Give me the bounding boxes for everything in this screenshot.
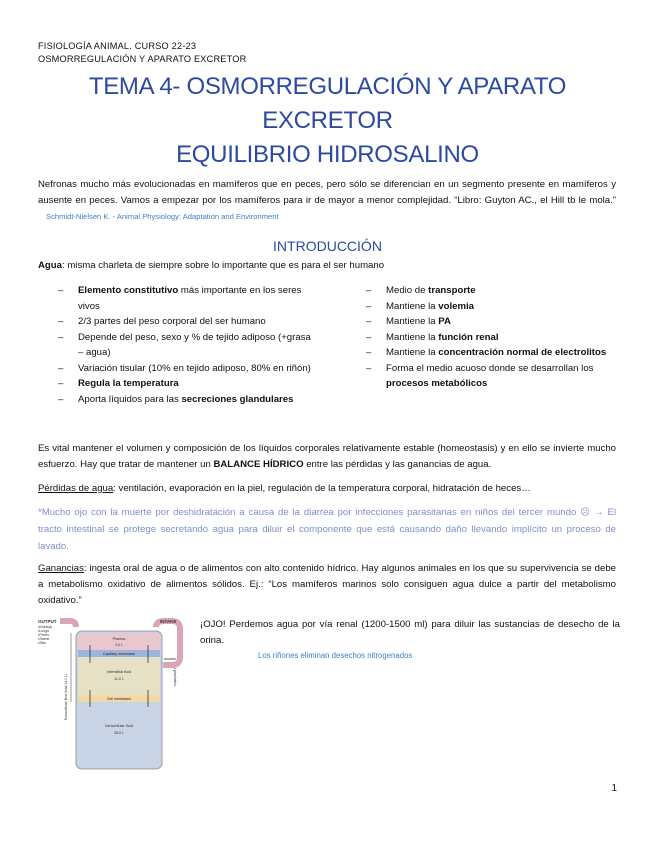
list-item	[366, 345, 621, 361]
left-bullet-list	[58, 283, 316, 407]
list-item-text: Mantiene la	[386, 347, 439, 358]
cell-membrane-label: Cell membrane	[106, 697, 132, 701]
list-item-bold: PA	[438, 316, 451, 327]
ganancias-label: Ganancias	[38, 563, 84, 574]
list-item	[366, 330, 621, 346]
perdidas-label: Pérdidas de agua	[38, 483, 114, 494]
list-item-bold: concentración normal de electrolitos	[438, 347, 607, 358]
list-item	[58, 314, 316, 330]
intro-paragraph	[38, 177, 616, 225]
output-item: •Lungs	[38, 629, 50, 633]
list-item-bold: volemia	[438, 300, 474, 312]
agua-text: : misma charleta de siempre sobre lo importante que es para el ser humano	[61, 260, 385, 271]
ganancias-paragraph	[38, 561, 616, 609]
plasma-label: Plasma	[112, 637, 126, 641]
list-item	[58, 283, 316, 314]
paragraph-text: entre las pérdidas y las ganancias de agua.	[303, 459, 492, 470]
title-line-1: TEMA 4- OSMORREGULACIÓN Y APARATO	[88, 73, 567, 100]
list-item-text: Forma el medio acuoso donde se desarrollan los	[386, 362, 594, 374]
list-item-text: Mantiene la	[386, 300, 439, 312]
note-paragraph: *Mucho ojo con la muerte por deshidratación a causa de la diarrea por infecciones parasitarias en niños del tercer mundo ☹ → El tracto intestinal se protege secretando agua para diluir el componente que está causando daño llevando implícito un proceso de lavado.	[38, 507, 616, 552]
document-header	[38, 40, 246, 66]
list-item-bold: Elemento constitutivo	[78, 285, 179, 296]
agua-label: Agua	[38, 260, 62, 271]
list-item	[366, 361, 621, 392]
list-item	[366, 299, 621, 315]
ojo-paragraph: ¡OJO! Perdemos agua por vía renal (1200-1500 ml) para diluir las sustancias de desecho de la orina.	[200, 619, 620, 646]
list-item-bold: procesos metabólicos	[386, 378, 488, 389]
fluid-compartments-diagram	[38, 617, 194, 772]
list-item-text: Depende del peso, sexo y % de tejido adiposo (+grasa – agua)	[78, 331, 311, 358]
intracellular-label: Intracellular fluid	[105, 724, 133, 728]
list-item-text: Medio de	[386, 285, 429, 296]
list-item-text: más importante en los seres vivos	[78, 285, 302, 312]
list-item-text: Variación tisular (10% en tejido adiposo, 80% en riñón)	[78, 362, 311, 374]
list-item	[366, 314, 621, 330]
kidney-note: Los riñones eliminan desechos nitrogenados	[258, 651, 413, 660]
page-title	[0, 70, 655, 172]
list-item-bold: secreciones glandulares	[181, 393, 294, 405]
title-line-2: EXCRETOR	[262, 107, 393, 134]
output-label: OUTPUT	[38, 619, 57, 624]
intro-text: Nefronas mucho más evolucionadas en mamíferos que en peces, pero sólo se diferencian en un segmento presente en mamíferos y ausente en peces. Vamos a empezar por los mamíferos para ir de mayor a menor complejidad. “Libro: Guyton AC., el Hill tb le mola.”	[38, 179, 616, 206]
list-item	[58, 376, 316, 392]
page-number: 1	[611, 783, 617, 794]
output-item: •Sweat	[38, 637, 50, 641]
ganancias-text: : ingesta oral de agua o de alimentos con alto contenido hídrico. Hay algunos animales en los que su supervivencia se debe a metabolismo oxidativo de alimentos sólidos. Ej.: “Los mamíferos marinos solo consiguen agua dulce a partir del metabolismo oxidativo.”	[38, 563, 616, 606]
intake-label: INTAKE	[160, 619, 177, 624]
list-item	[58, 330, 316, 361]
reference-note: Schmidt-Nielsen K. - Animal Physiology: Adaptation and Environment	[46, 212, 279, 221]
capillary-label: Capillary membrane	[102, 652, 136, 656]
lymphatics-label: Lymphatics	[173, 667, 177, 687]
header-subject: OSMORREGULACIÓN Y APARATO EXCRETOR	[38, 54, 247, 64]
list-item-text: Aporta líquidos para las	[78, 393, 182, 405]
output-item: •Kidneys	[38, 625, 53, 629]
list-item-bold: Regula la temperatura	[78, 378, 179, 389]
paragraph-text: Es vital mantener el volumen y composición de los líquidos corporales relativamente estable (homeostasis) y en ello se invierte mucho esfuerzo. Hay que tratar de mantener un	[38, 443, 616, 470]
list-item	[58, 361, 316, 377]
list-item	[366, 283, 621, 299]
output-item: •Feces	[38, 633, 50, 637]
list-item-text: Mantiene la	[386, 331, 439, 343]
list-item-text: Mantiene la	[386, 316, 439, 327]
balance-hidrico-bold: BALANCE HÍDRICO	[213, 459, 304, 470]
perdidas-text: : ventilación, evaporación en la piel, regulación de la temperatura corporal, hidratación de heces…	[113, 483, 531, 494]
intracellular-volume: 28.0 L	[114, 731, 124, 735]
list-item-bold: transporte	[428, 285, 476, 296]
header-course: FISIOLOGÍA ANIMAL. CURSO 22-23	[38, 41, 197, 51]
title-line-3: EQUILIBRIO HIDROSALINO	[176, 141, 479, 168]
list-item	[58, 392, 316, 408]
extracellular-label: Extracellular fluid (total 14.0 L)	[64, 674, 68, 720]
agua-paragraph	[38, 258, 616, 274]
perdidas-paragraph	[38, 481, 616, 497]
body-fluid-figure	[38, 617, 194, 772]
list-item-text: 2/3 partes del peso corporal del ser humano	[78, 316, 266, 327]
list-item-bold: función renal	[438, 331, 499, 343]
homeostasis-paragraph	[38, 441, 616, 473]
interstitial-volume: 11.0 L	[114, 677, 124, 681]
right-bullet-list	[366, 283, 621, 392]
section-heading: INTRODUCCIÓN	[273, 238, 382, 254]
plasma-volume: 3.0 L	[115, 643, 123, 647]
output-item: •Skin	[38, 641, 47, 645]
interstitial-label: Interstitial fluid	[106, 670, 132, 674]
